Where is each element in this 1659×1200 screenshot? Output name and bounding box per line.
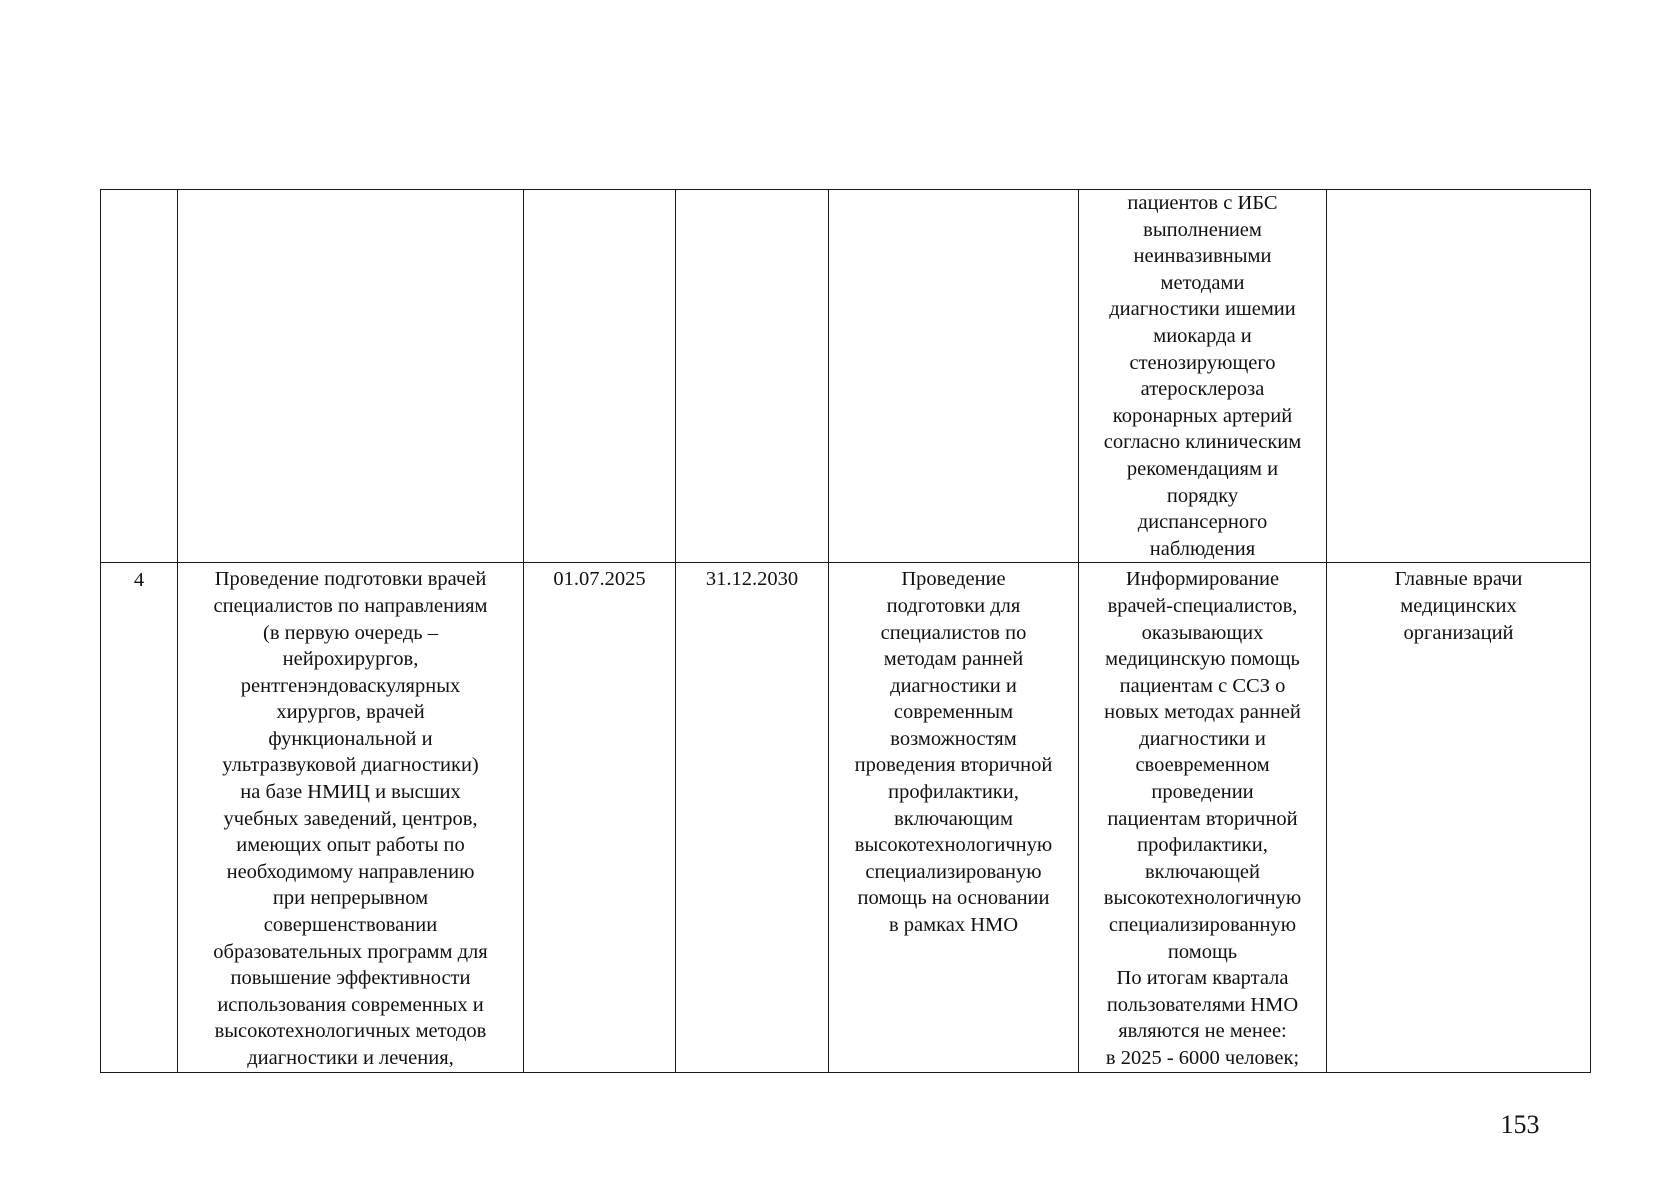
- cell-result: пациентов с ИБС выполнением неинвазивными методами диагностики ишемии миокарда и стенозирующего атеросклероза коронарных артерий согласно клиническим рекомендациям и порядку диспансерного наблюдения: [1079, 190, 1327, 563]
- plan-table: [100, 189, 1591, 1073]
- cell-description: [829, 190, 1079, 563]
- cell-number: [101, 190, 178, 563]
- cell-activity: Проведение подготовки врачей специалистов по направлениям (в первую очередь – нейрохирургов, рентгенэндоваскулярных хирургов, врачей функциональной и ультразвуковой диагностики) на базе НМИЦ и высших учебных заведений, центров, имеющих опыт работы по необходимому направлению при непрерывном совершенствовании образовательных программ для повышение эффективности использования современных и высокотехнологичных методов диагностики и лечения,: [178, 563, 524, 1072]
- cell-start-date: 01.07.2025: [524, 563, 676, 1072]
- page-number: 153: [1500, 1110, 1540, 1139]
- cell-end-date: [676, 190, 829, 563]
- cell-responsible: Главные врачи медицинских организаций: [1327, 563, 1591, 1072]
- table-row-continuation: [101, 190, 1591, 563]
- cell-responsible: [1327, 190, 1591, 563]
- cell-activity: [178, 190, 524, 563]
- table-row-4: [101, 563, 1591, 1072]
- cell-description: Проведение подготовки для специалистов по методам ранней диагностики и современным возможностям проведения вторичной профилактики, включающим высокотехнологичную специализированую помощь на основании в рамках НМО: [829, 563, 1079, 1072]
- cell-start-date: [524, 190, 676, 563]
- cell-result: Информирование врачей-специалистов, оказывающих медицинскую помощь пациентам с ССЗ о новых методах ранней диагностики и своевременном проведении пациентам вторичной профилактики, включающей высокотехнологичную специализированную помощь По итогам квартала пользователями НМО являются не менее: в 2025 - 6000 человек;: [1079, 563, 1327, 1072]
- cell-end-date: 31.12.2030: [676, 563, 829, 1072]
- cell-number: 4: [101, 563, 178, 1072]
